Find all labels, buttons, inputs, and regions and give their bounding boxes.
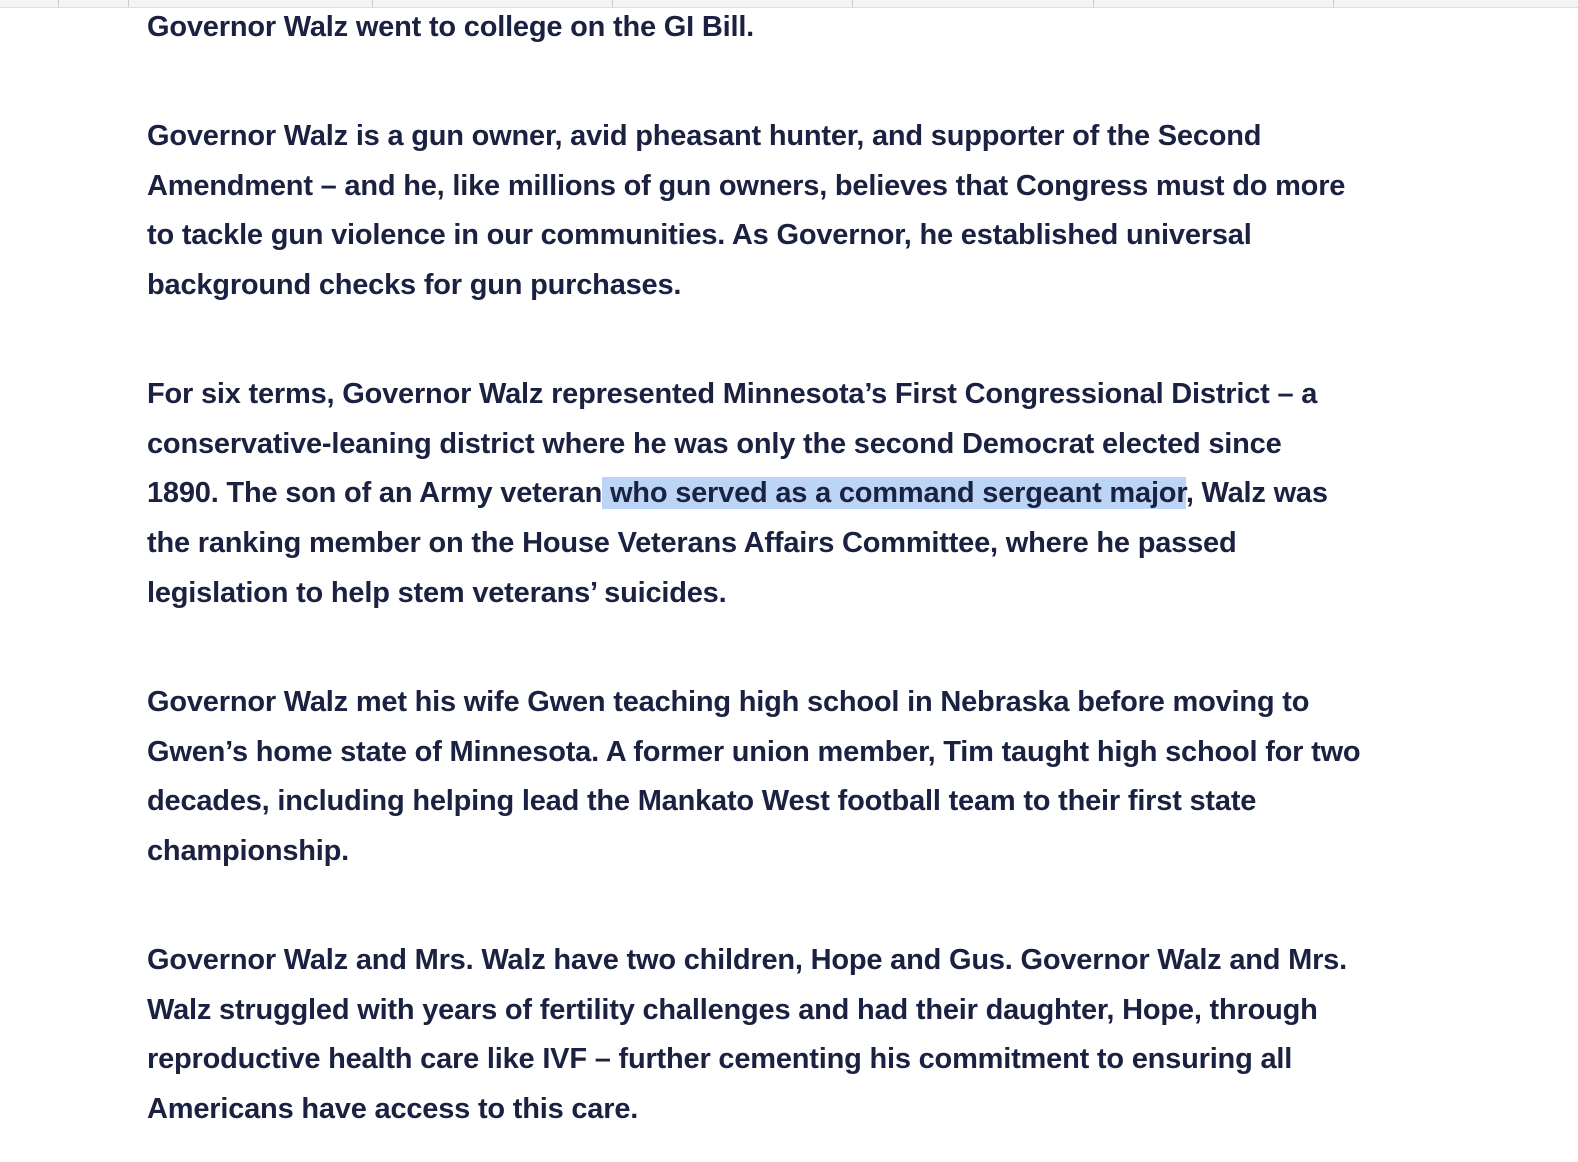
paragraph-gun-owner	[147, 112, 1345, 311]
text-line: Amendment – and he, like millions of gun owners, believes that Congress must do more	[147, 169, 1346, 202]
text-line: background checks for gun purchases.	[147, 269, 682, 302]
text-line: reproductive health care like IVF – further cementing his commitment to ensuring all	[147, 1043, 1293, 1076]
toolbar-divider	[58, 0, 59, 7]
text-line: Governor Walz met his wife Gwen teaching high school in Nebraska before moving to	[147, 686, 1310, 718]
text-line: For six terms, Governor Walz represented Minnesota’s First Congressional District – a	[147, 378, 1318, 410]
text-line: conservative-leaning district where he was only the second Democrat elected since	[147, 427, 1282, 460]
toolbar-divider	[852, 0, 853, 7]
text-line: Gwen’s home state of Minnesota. A former union member, Tim taught high school for two	[147, 735, 1361, 768]
text-before-selection: 1890. The son of an Army veteran	[147, 477, 603, 510]
text-line: to tackle gun violence in our communities. As Governor, he established universal	[147, 219, 1252, 252]
text-line-with-selection	[147, 469, 1328, 519]
text-line: Walz struggled with years of fertility challenges and had their daughter, Hope, through	[147, 993, 1318, 1026]
text-line: Americans have access to this care.	[147, 1093, 639, 1126]
text-selection-highlight[interactable]: who served as a command sergeant major	[602, 477, 1186, 510]
toolbar-divider	[1333, 0, 1334, 7]
text-after-selection: , Walz was	[1185, 477, 1328, 510]
text-line: Governor Walz is a gun owner, avid pheasant hunter, and supporter of the Second	[147, 120, 1262, 152]
text-line: championship.	[147, 835, 350, 868]
paragraph-congress	[147, 370, 1328, 618]
text-line: the ranking member on the House Veterans Affairs Committee, where he passed	[147, 527, 1237, 560]
text-line: Governor Walz and Mrs. Walz have two children, Hope and Gus. Governor Walz and Mrs.	[147, 944, 1347, 976]
toolbar-divider	[128, 0, 129, 7]
paragraph-family	[147, 936, 1347, 1135]
text-line: decades, including helping lead the Mankato West football team to their first state	[147, 785, 1257, 818]
paragraph-gi-bill	[147, 3, 754, 53]
toolbar-divider	[1093, 0, 1094, 7]
text-line: legislation to help stem veterans’ suicides.	[147, 576, 727, 609]
text-line: Governor Walz went to college on the GI Bill.	[147, 11, 755, 43]
paragraph-teaching	[147, 678, 1360, 877]
